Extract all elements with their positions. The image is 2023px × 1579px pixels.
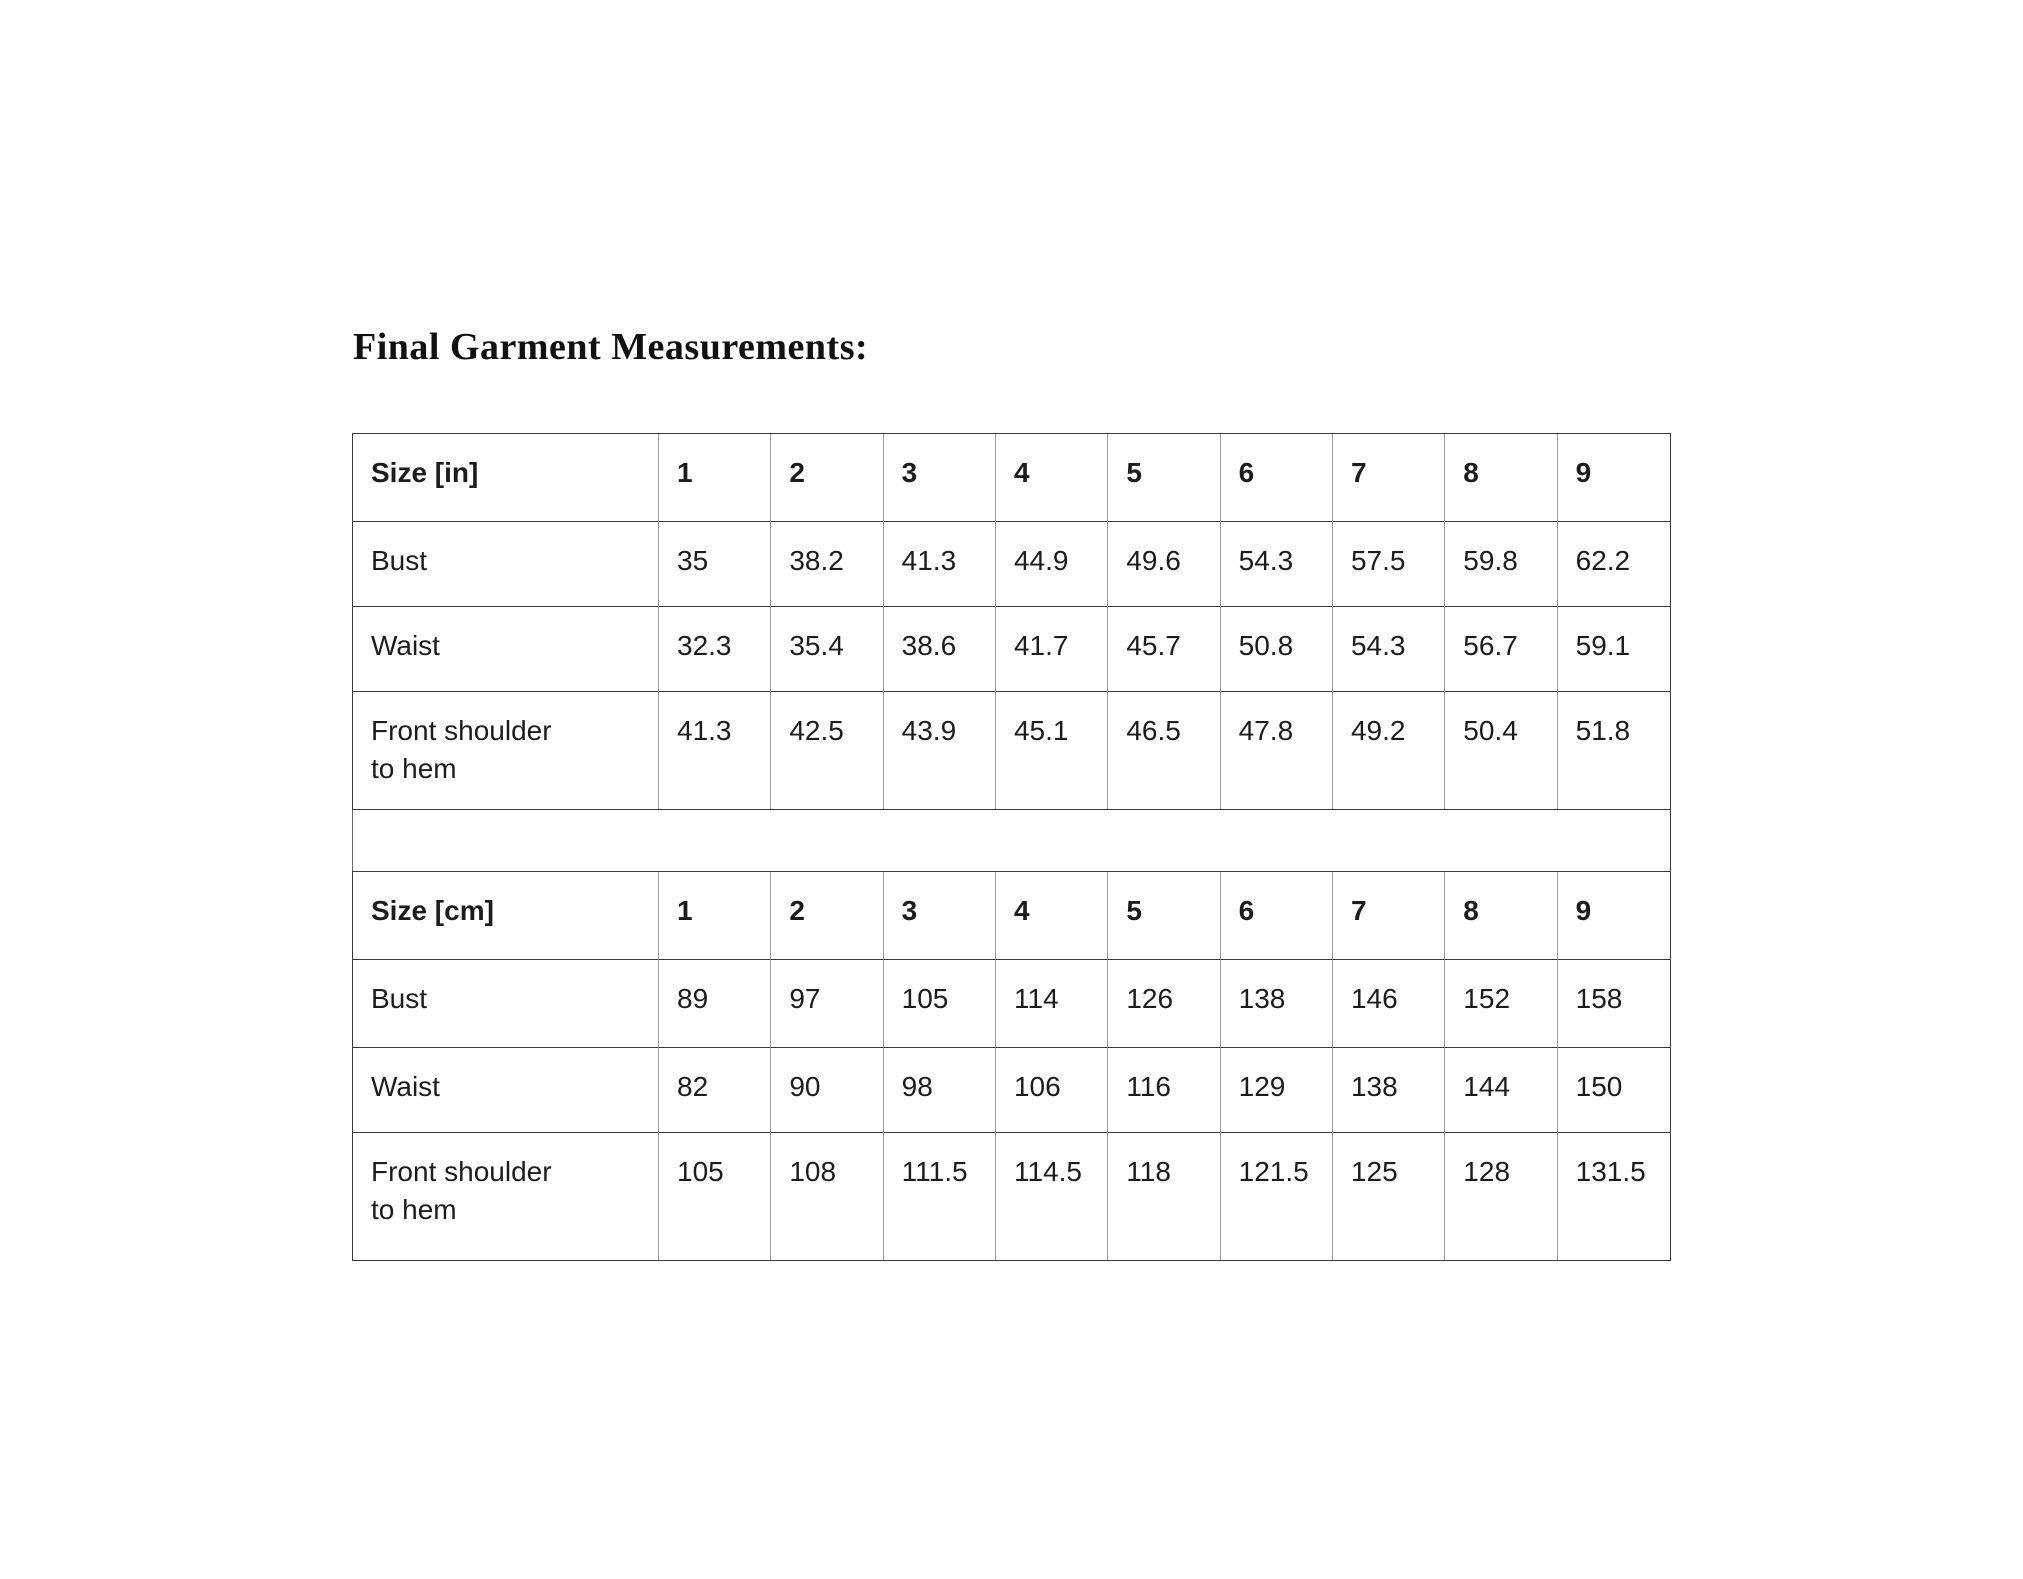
measurement-value-cell: 152 [1445,960,1557,1048]
measurement-value-cell: 57.5 [1333,522,1445,607]
measurement-value-cell: 138 [1333,1048,1445,1133]
size-number-header-cell: 2 [771,872,883,960]
measurement-row [353,607,1670,692]
size-number-header-cell: 8 [1445,434,1557,522]
measurement-value-cell: 144 [1445,1048,1557,1133]
measurement-value-cell: 45.7 [1108,607,1220,692]
measurement-value-cell: 105 [884,960,996,1048]
size-number-header-cell: 4 [996,872,1108,960]
measurement-value-cell: 111.5 [884,1133,996,1260]
measurement-value-cell: 90 [771,1048,883,1133]
size-number-header-cell: 7 [1333,434,1445,522]
table-header-row [353,872,1670,960]
measurement-value-cell: 59.8 [1445,522,1557,607]
measurement-value-cell: 32.3 [659,607,771,692]
measurement-value-cell: 38.6 [884,607,996,692]
page-title: Final Garment Measurements: [353,326,869,369]
measurement-value-cell: 49.2 [1333,692,1445,809]
measurement-value-cell: 158 [1558,960,1670,1048]
size-number-header-cell: 3 [884,434,996,522]
measurement-value-cell: 89 [659,960,771,1048]
measurement-value-cell: 51.8 [1575,715,1631,746]
size-number-header-cell: 3 [884,872,996,960]
size-unit-header-cell: Size [cm] [353,872,659,960]
size-table-centimeters [352,871,1671,1261]
measurement-value-cell: 97 [771,960,883,1048]
measurement-value-cell: 108 [771,1133,883,1260]
measurement-value-cell: 56.7 [1445,607,1557,692]
measurement-value-cell: 131.5 [1575,1156,1646,1187]
measurement-value-cell: 118 [1108,1133,1220,1260]
measurement-value-cell: 50.8 [1221,607,1333,692]
measurement-value-cell: 41.3 [659,692,771,809]
measurement-value-cell: 44.9 [996,522,1108,607]
table-header-row [353,434,1670,522]
measurement-value-cell: 125 [1333,1133,1445,1260]
measurement-value-cell: 114 [996,960,1108,1048]
measurement-value-cell: 150 [1558,1048,1670,1133]
size-number-header-cell: 4 [996,434,1108,522]
measurement-value-cell: 82 [659,1048,771,1133]
measurement-label-cell: Bust [353,960,659,1048]
measurement-value-cell: 62.2 [1558,522,1670,607]
measurement-label-cell: Front shoulder to hem [353,1133,659,1260]
measurement-value-cell: 59.1 [1558,607,1670,692]
measurement-value-cell: 38.2 [771,522,883,607]
measurement-value-cell: 41.3 [884,522,996,607]
size-number-header-cell: 1 [659,434,771,522]
measurement-value-cell: 128 [1445,1133,1557,1260]
measurement-value-cell: 138 [1221,960,1333,1048]
size-number-header-cell: 1 [659,872,771,960]
measurement-value-cell: 106 [996,1048,1108,1133]
size-number-header-cell: 7 [1333,872,1445,960]
measurement-value-cell: 114.5 [996,1133,1108,1260]
size-number-header-cell: 6 [1221,872,1333,960]
measurement-value-cell: 43.9 [884,692,996,809]
measurement-value-cell: 42.5 [771,692,883,809]
size-number-header-cell: 8 [1445,872,1557,960]
measurement-row [353,522,1670,607]
measurement-value-cell: 41.7 [996,607,1108,692]
table-spacer-row [352,810,1671,871]
measurement-row [353,692,1670,809]
measurement-value-cell: 98 [884,1048,996,1133]
measurement-value-cell: 54.3 [1333,607,1445,692]
size-number-header-cell: 9 [1558,872,1670,960]
measurement-value-cell: 146 [1333,960,1445,1048]
measurement-value-cell: 126 [1108,960,1220,1048]
measurement-label-cell: Bust [353,522,659,607]
measurement-label-cell: Waist [353,607,659,692]
measurement-row [353,1048,1670,1133]
size-table-inches [352,433,1671,810]
measurement-label-cell: Front shoulder to hem [353,692,659,809]
measurement-row [353,960,1670,1048]
measurement-value-cell: 45.1 [996,692,1108,809]
size-number-header-cell: 5 [1108,872,1220,960]
measurement-value-cell: 116 [1108,1048,1220,1133]
measurement-tables [352,433,1671,1261]
measurement-value-cell: 46.5 [1108,692,1220,809]
size-number-header-cell: 5 [1108,434,1220,522]
measurement-value-cell: 47.8 [1221,692,1333,809]
size-number-header-cell: 9 [1558,434,1670,522]
measurement-value-cell: 54.3 [1221,522,1333,607]
measurement-value-cell: 50.4 [1445,692,1557,809]
size-number-header-cell: 2 [771,434,883,522]
measurement-value-cell: 105 [659,1133,771,1260]
measurement-value-cell: 35 [659,522,771,607]
measurement-row [353,1133,1670,1260]
measurement-label-cell: Waist [353,1048,659,1133]
measurement-value-cell: 35.4 [771,607,883,692]
measurement-value-cell: 49.6 [1108,522,1220,607]
size-number-header-cell: 6 [1221,434,1333,522]
size-unit-header-cell: Size [in] [353,434,659,522]
measurement-value-cell: 121.5 [1221,1133,1333,1260]
measurement-value-cell: 129 [1221,1048,1333,1133]
